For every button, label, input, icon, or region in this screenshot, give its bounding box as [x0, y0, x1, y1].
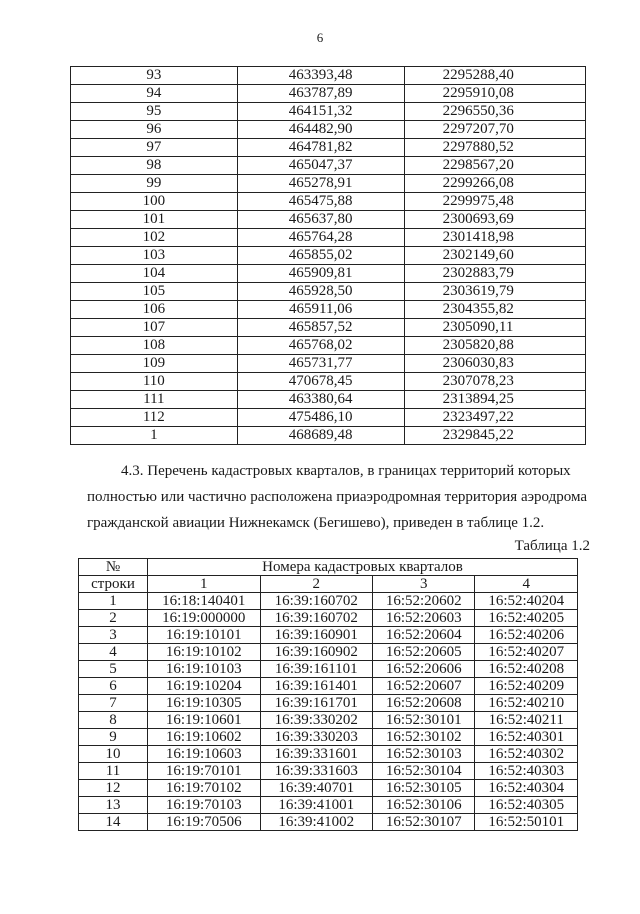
- column-number-2: 2: [260, 576, 373, 593]
- quarter-col-1: 16:19:10101: [148, 627, 261, 644]
- x-coordinate: 470678,45: [237, 373, 404, 391]
- quarter-col-2: 16:39:331601: [260, 746, 373, 763]
- point-number: 99: [71, 175, 238, 193]
- point-number: 1: [71, 427, 238, 445]
- column-number-3: 3: [373, 576, 475, 593]
- x-coordinate: 465855,02: [237, 247, 404, 265]
- row-number: 13: [79, 797, 148, 814]
- quarter-col-2: 16:39:41002: [260, 814, 373, 831]
- quarter-col-4: 16:52:40211: [475, 712, 578, 729]
- coordinates-row: [71, 67, 586, 85]
- y-coordinate: 2305820,88: [404, 337, 585, 355]
- quarter-col-4: 16:52:40210: [475, 695, 578, 712]
- y-coordinate: 2304355,82: [404, 301, 585, 319]
- quarter-col-3: 16:52:30103: [373, 746, 475, 763]
- y-coordinate: 2299266,08: [404, 175, 585, 193]
- coordinates-row: [71, 175, 586, 193]
- row-number: 1: [79, 593, 148, 610]
- x-coordinate: 465857,52: [237, 319, 404, 337]
- section-text-line-3: гражданской авиации Нижнекамск (Бегишево), приведен в таблице 1.2.: [87, 515, 545, 531]
- row-number: 9: [79, 729, 148, 746]
- y-coordinate: 2299975,48: [404, 193, 585, 211]
- y-coordinate: 2303619,79: [404, 283, 585, 301]
- row-number: 6: [79, 678, 148, 695]
- y-coordinate: 2295910,08: [404, 85, 585, 103]
- y-coordinate: 2313894,25: [404, 391, 585, 409]
- cadastral-row: [79, 610, 578, 627]
- section-paragraph-line-2: [87, 484, 590, 510]
- coordinates-row: [71, 427, 586, 445]
- x-coordinate: 465475,88: [237, 193, 404, 211]
- quarter-col-1: 16:19:70103: [148, 797, 261, 814]
- point-number: 93: [71, 67, 238, 85]
- quarter-col-1: 16:19:000000: [148, 610, 261, 627]
- point-number: 107: [71, 319, 238, 337]
- quarter-col-2: 16:39:331603: [260, 763, 373, 780]
- cadastral-row: [79, 797, 578, 814]
- quarter-col-2: 16:39:160902: [260, 644, 373, 661]
- coordinates-row: [71, 139, 586, 157]
- quarter-col-3: 16:52:30106: [373, 797, 475, 814]
- coordinates-row: [71, 157, 586, 175]
- cadastral-column-number-row: [79, 576, 578, 593]
- y-coordinate: 2296550,36: [404, 103, 585, 121]
- quarter-col-3: 16:52:20604: [373, 627, 475, 644]
- quarter-col-4: 16:52:40302: [475, 746, 578, 763]
- x-coordinate: 463380,64: [237, 391, 404, 409]
- quarter-col-4: 16:52:40208: [475, 661, 578, 678]
- quarter-col-1: 16:19:10305: [148, 695, 261, 712]
- y-coordinate: 2300693,69: [404, 211, 585, 229]
- x-coordinate: 465764,28: [237, 229, 404, 247]
- coordinates-row: [71, 391, 586, 409]
- quarter-col-2: 16:39:40701: [260, 780, 373, 797]
- quarter-col-4: 16:52:50101: [475, 814, 578, 831]
- quarter-col-2: 16:39:41001: [260, 797, 373, 814]
- quarter-col-4: 16:52:40205: [475, 610, 578, 627]
- page-number: 6: [316, 30, 324, 45]
- cadastral-row: [79, 729, 578, 746]
- quarter-col-4: 16:52:40305: [475, 797, 578, 814]
- section-text-line-1: Перечень кадастровых кварталов, в границах территорий которых: [147, 463, 571, 479]
- coordinates-row: [71, 103, 586, 121]
- row-number: 14: [79, 814, 148, 831]
- row-number: 2: [79, 610, 148, 627]
- quarter-col-2: 16:39:160702: [260, 593, 373, 610]
- row-number: 10: [79, 746, 148, 763]
- quarter-col-2: 16:39:161401: [260, 678, 373, 695]
- cadastral-row: [79, 678, 578, 695]
- y-coordinate: 2297207,70: [404, 121, 585, 139]
- quarter-col-3: 16:52:20602: [373, 593, 475, 610]
- coordinates-row: [71, 301, 586, 319]
- quarter-col-2: 16:39:161101: [260, 661, 373, 678]
- quarter-col-3: 16:52:20607: [373, 678, 475, 695]
- y-coordinate: 2307078,23: [404, 373, 585, 391]
- x-coordinate: 465278,91: [237, 175, 404, 193]
- coordinates-row: [71, 373, 586, 391]
- quarter-col-2: 16:39:160702: [260, 610, 373, 627]
- coordinates-row: [71, 265, 586, 283]
- quarter-col-4: 16:52:40207: [475, 644, 578, 661]
- section-paragraph-line-3: [87, 510, 590, 536]
- cadastral-header-row: [79, 559, 578, 576]
- x-coordinate: 465731,77: [237, 355, 404, 373]
- x-coordinate: 464781,82: [237, 139, 404, 157]
- x-coordinate: 465637,80: [237, 211, 404, 229]
- section-number: 4.3.: [121, 463, 144, 479]
- column-number-4: 4: [475, 576, 578, 593]
- y-coordinate: 2323497,22: [404, 409, 585, 427]
- y-coordinate: 2302149,60: [404, 247, 585, 265]
- y-coordinate: 2295288,40: [404, 67, 585, 85]
- header-row-number-line-1: №: [105, 558, 121, 575]
- x-coordinate: 464482,90: [237, 121, 404, 139]
- quarter-col-3: 16:52:30101: [373, 712, 475, 729]
- y-coordinate: 2329845,22: [404, 427, 585, 445]
- header-row-number: [79, 559, 148, 576]
- cadastral-row: [79, 712, 578, 729]
- point-number: 109: [71, 355, 238, 373]
- quarter-col-3: 16:52:30104: [373, 763, 475, 780]
- coordinates-row: [71, 193, 586, 211]
- row-number: 12: [79, 780, 148, 797]
- cadastral-row: [79, 780, 578, 797]
- quarter-col-1: 16:19:10204: [148, 678, 261, 695]
- point-number: 108: [71, 337, 238, 355]
- quarter-col-1: 16:19:10103: [148, 661, 261, 678]
- point-number: 112: [71, 409, 238, 427]
- x-coordinate: 475486,10: [237, 409, 404, 427]
- quarter-col-1: 16:19:70102: [148, 780, 261, 797]
- quarter-col-1: 16:19:10102: [148, 644, 261, 661]
- point-number: 111: [71, 391, 238, 409]
- x-coordinate: 465047,37: [237, 157, 404, 175]
- quarter-col-3: 16:52:20606: [373, 661, 475, 678]
- cadastral-row: [79, 644, 578, 661]
- quarter-col-1: 16:19:10601: [148, 712, 261, 729]
- y-coordinate: 2301418,98: [404, 229, 585, 247]
- row-number: 3: [79, 627, 148, 644]
- quarter-col-1: 16:19:70101: [148, 763, 261, 780]
- point-number: 101: [71, 211, 238, 229]
- x-coordinate: 465909,81: [237, 265, 404, 283]
- header-group-title: Номера кадастровых кварталов: [148, 559, 578, 576]
- quarter-col-4: 16:52:40206: [475, 627, 578, 644]
- point-number: 95: [71, 103, 238, 121]
- point-number: 105: [71, 283, 238, 301]
- cadastral-row: [79, 627, 578, 644]
- coordinates-table-body: [71, 67, 586, 445]
- quarter-col-2: 16:39:330202: [260, 712, 373, 729]
- point-number: 100: [71, 193, 238, 211]
- cadastral-row: [79, 814, 578, 831]
- point-number: 97: [71, 139, 238, 157]
- row-number: 7: [79, 695, 148, 712]
- x-coordinate: 465911,06: [237, 301, 404, 319]
- x-coordinate: 463393,48: [237, 67, 404, 85]
- quarter-col-1: 16:18:140401: [148, 593, 261, 610]
- header-row-number-line-2: строки: [79, 576, 148, 593]
- point-number: 96: [71, 121, 238, 139]
- coordinates-row: [71, 337, 586, 355]
- point-number: 102: [71, 229, 238, 247]
- coordinates-row: [71, 229, 586, 247]
- quarter-col-1: 16:19:70506: [148, 814, 261, 831]
- y-coordinate: 2306030,83: [404, 355, 585, 373]
- y-coordinate: 2298567,20: [404, 157, 585, 175]
- section-text-line-2: полностью или частично расположена приаэродромная территория аэродрома: [87, 489, 588, 505]
- quarter-col-4: 16:52:40301: [475, 729, 578, 746]
- row-number: 5: [79, 661, 148, 678]
- coordinates-row: [71, 85, 586, 103]
- row-number: 11: [79, 763, 148, 780]
- coordinates-row: [71, 409, 586, 427]
- cadastral-row: [79, 695, 578, 712]
- coordinates-row: [71, 283, 586, 301]
- cadastral-quarters-table: [78, 558, 578, 831]
- quarter-col-4: 16:52:40303: [475, 763, 578, 780]
- coordinates-table: [70, 66, 586, 445]
- cadastral-row: [79, 661, 578, 678]
- x-coordinate: 463787,89: [237, 85, 404, 103]
- x-coordinate: 468689,48: [237, 427, 404, 445]
- quarter-col-2: 16:39:160901: [260, 627, 373, 644]
- point-number: 103: [71, 247, 238, 265]
- quarter-col-4: 16:52:40304: [475, 780, 578, 797]
- quarter-col-3: 16:52:20608: [373, 695, 475, 712]
- point-number: 94: [71, 85, 238, 103]
- table-caption: Таблица 1.2: [514, 538, 590, 554]
- section-paragraph-line-1: [87, 458, 590, 484]
- quarter-col-3: 16:52:30105: [373, 780, 475, 797]
- coordinates-row: [71, 121, 586, 139]
- x-coordinate: 464151,32: [237, 103, 404, 121]
- quarter-col-3: 16:52:20603: [373, 610, 475, 627]
- point-number: 98: [71, 157, 238, 175]
- quarter-col-4: 16:52:40204: [475, 593, 578, 610]
- point-number: 104: [71, 265, 238, 283]
- y-coordinate: 2297880,52: [404, 139, 585, 157]
- y-coordinate: 2302883,79: [404, 265, 585, 283]
- quarter-col-4: 16:52:40209: [475, 678, 578, 695]
- quarter-col-3: 16:52:20605: [373, 644, 475, 661]
- cadastral-row: [79, 593, 578, 610]
- x-coordinate: 465928,50: [237, 283, 404, 301]
- row-number: 4: [79, 644, 148, 661]
- quarter-col-1: 16:19:10602: [148, 729, 261, 746]
- cadastral-row: [79, 746, 578, 763]
- cadastral-table-head: [79, 559, 578, 593]
- coordinates-row: [71, 247, 586, 265]
- quarter-col-2: 16:39:330203: [260, 729, 373, 746]
- point-number: 110: [71, 373, 238, 391]
- y-coordinate: 2305090,11: [404, 319, 585, 337]
- x-coordinate: 465768,02: [237, 337, 404, 355]
- cadastral-table-body: [79, 593, 578, 831]
- point-number: 106: [71, 301, 238, 319]
- quarter-col-1: 16:19:10603: [148, 746, 261, 763]
- row-number: 8: [79, 712, 148, 729]
- quarter-col-3: 16:52:30107: [373, 814, 475, 831]
- coordinates-row: [71, 355, 586, 373]
- cadastral-row: [79, 763, 578, 780]
- coordinates-row: [71, 211, 586, 229]
- quarter-col-2: 16:39:161701: [260, 695, 373, 712]
- quarter-col-3: 16:52:30102: [373, 729, 475, 746]
- coordinates-row: [71, 319, 586, 337]
- column-number-1: 1: [148, 576, 261, 593]
